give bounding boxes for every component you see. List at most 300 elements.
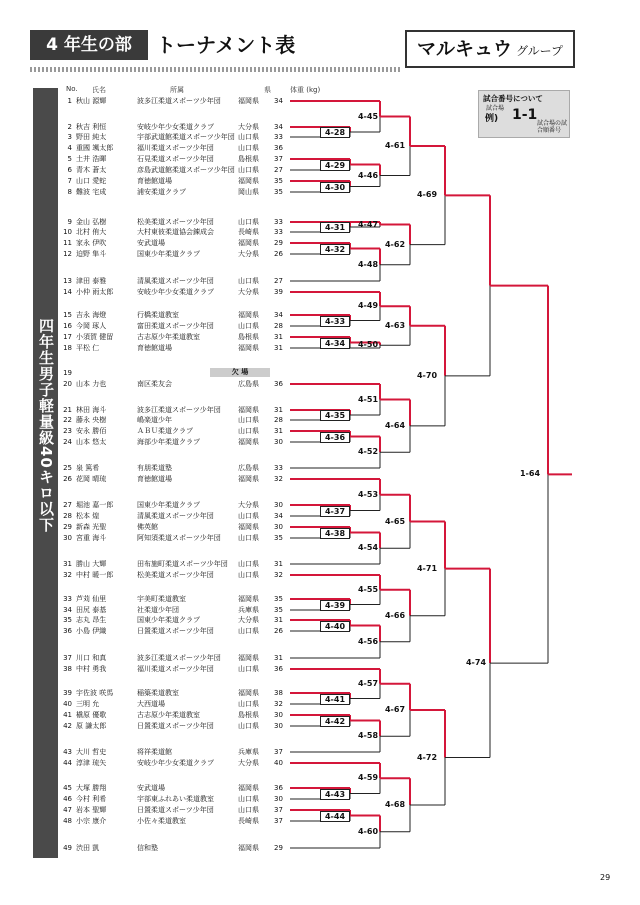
player-pref: 山口県 <box>238 133 259 141</box>
player-no: 24 <box>63 438 72 446</box>
player-name: 吉永 海燈 <box>76 311 107 319</box>
player-club: 育徳館道場 <box>137 475 172 483</box>
player-name: 今村 利希 <box>76 795 107 803</box>
player-pref: 山口県 <box>238 665 259 673</box>
player-pref: 福岡県 <box>238 438 259 446</box>
player-club: 福川柔道スポーツ少年団 <box>137 665 214 673</box>
player-pref: 兵庫県 <box>238 748 259 756</box>
player-no: 17 <box>63 333 72 341</box>
match-number-note <box>478 90 570 138</box>
player-no: 31 <box>63 560 72 568</box>
player-club: 日置柔道スポーツ少年団 <box>137 722 214 730</box>
player-weight: 34 <box>274 97 283 105</box>
player-weight: 28 <box>274 322 283 330</box>
player-weight: 33 <box>274 228 283 236</box>
player-weight: 35 <box>274 177 283 185</box>
match-number: 4-35 <box>320 410 350 421</box>
player-pref: 福岡県 <box>238 239 259 247</box>
match-number: 4-69 <box>416 190 438 200</box>
player-no: 9 <box>67 218 72 226</box>
player-no: 36 <box>63 627 72 635</box>
player-pref: 島根県 <box>238 333 259 341</box>
player-name: 川口 和真 <box>76 654 107 662</box>
player-weight: 40 <box>274 759 283 767</box>
match-number: 4-56 <box>357 636 379 646</box>
player-club: 国東少年柔道クラブ <box>137 250 200 258</box>
player-no: 34 <box>63 606 72 614</box>
match-number: 4-70 <box>416 370 438 380</box>
player-pref: 山口県 <box>238 700 259 708</box>
player-weight: 36 <box>274 380 283 388</box>
player-weight: 39 <box>274 288 283 296</box>
player-name: 大川 哲史 <box>76 748 107 756</box>
player-no: 11 <box>63 239 72 247</box>
player-no: 14 <box>63 288 72 296</box>
match-number: 4-68 <box>384 800 406 809</box>
player-no: 16 <box>63 322 72 330</box>
player-no: 44 <box>63 759 72 767</box>
player-weight: 35 <box>274 188 283 196</box>
match-number: 4-51 <box>357 394 379 404</box>
player-name: 花岡 晴琉 <box>76 475 107 483</box>
player-club: 彦島武道館柔道スポーツ少年団 <box>137 166 235 174</box>
player-no: 4 <box>67 144 72 152</box>
match-number: 4-44 <box>320 811 350 822</box>
player-pref: 福岡県 <box>238 177 259 185</box>
player-no: 48 <box>63 817 72 825</box>
player-name: 重國 颯太郎 <box>76 144 114 152</box>
note-match: 試合場の試合順番号 <box>537 120 568 134</box>
player-no: 41 <box>63 711 72 719</box>
player-club: 社柔道少年団 <box>137 606 179 614</box>
match-number: 4-28 <box>320 127 350 138</box>
match-number: 4-71 <box>416 563 438 573</box>
player-club: 古志原少年柔道教室 <box>137 711 200 719</box>
player-no: 12 <box>63 250 72 258</box>
player-weight: 33 <box>274 218 283 226</box>
brand-name: マルキュウ <box>417 38 513 60</box>
player-name: 土井 浩暉 <box>76 155 107 163</box>
player-pref: 兵庫県 <box>238 606 259 614</box>
player-no: 10 <box>63 228 72 236</box>
player-no: 7 <box>67 177 72 185</box>
player-club: ＡＢＵ柔道クラブ <box>137 427 193 435</box>
player-no: 39 <box>63 689 72 697</box>
player-pref: 岡山県 <box>238 188 259 196</box>
player-name: 泉 篤希 <box>76 464 100 472</box>
player-weight: 28 <box>274 416 283 424</box>
player-club: 安武道場 <box>137 784 165 792</box>
player-name: 小須賀 健留 <box>76 333 114 341</box>
player-pref: 福岡県 <box>238 97 259 105</box>
player-weight: 35 <box>274 595 283 603</box>
player-club: 稲築柔道教室 <box>137 689 179 697</box>
player-pref: 山口県 <box>238 795 259 803</box>
match-number: 4-29 <box>320 160 350 171</box>
match-number: 4-74 <box>465 658 487 668</box>
player-pref: 山口県 <box>238 144 259 152</box>
note-arena: 試合場 <box>486 105 505 112</box>
match-number: 4-61 <box>384 141 406 150</box>
player-club: 田布施町柔道スポーツ少年団 <box>137 560 228 568</box>
player-name: 堀池 嘉一郎 <box>76 501 114 509</box>
player-name: 小仲 雨太郎 <box>76 288 114 296</box>
match-number: 4-41 <box>320 694 350 705</box>
player-pref: 山口県 <box>238 427 259 435</box>
player-no: 18 <box>63 344 72 352</box>
player-name: 迫野 隼斗 <box>76 250 107 258</box>
player-pref: 山口県 <box>238 571 259 579</box>
player-club: 安武道場 <box>137 239 165 247</box>
match-number: 4-30 <box>320 182 350 193</box>
player-pref: 島根県 <box>238 711 259 719</box>
player-club: 佛英館 <box>137 523 158 531</box>
player-pref: 山口県 <box>238 560 259 568</box>
player-weight: 34 <box>274 512 283 520</box>
player-pref: 福岡県 <box>238 406 259 414</box>
player-club: 安岐少年少女柔道クラブ <box>137 123 214 131</box>
player-name: 志丸 昂生 <box>76 616 107 624</box>
player-club: 宇部東ふれあい柔道教室 <box>137 795 214 803</box>
player-no: 42 <box>63 722 72 730</box>
match-number: 4-62 <box>384 239 406 249</box>
player-no: 29 <box>63 523 72 531</box>
player-weight: 27 <box>274 166 283 174</box>
player-club: 安岐少年少女柔道クラブ <box>137 288 214 296</box>
player-name: 難波 宅成 <box>76 188 107 196</box>
player-pref: 福岡県 <box>238 784 259 792</box>
player-club: 育徳館道場 <box>137 344 172 352</box>
player-club: 大村東彼柔道協会錬成会 <box>137 228 214 236</box>
match-number: 4-48 <box>357 259 379 269</box>
match-number: 4-52 <box>357 447 379 457</box>
player-no: 15 <box>63 311 72 319</box>
match-number: 4-58 <box>357 731 379 741</box>
player-club: 阿知須柔道スポーツ少年団 <box>137 534 221 542</box>
match-number: 4-53 <box>357 489 379 499</box>
player-weight: 33 <box>274 133 283 141</box>
player-club: 古志原少年柔道教室 <box>137 333 200 341</box>
col-no-header: No. <box>66 85 78 93</box>
player-no: 35 <box>63 616 72 624</box>
player-pref: 大分県 <box>238 123 259 131</box>
match-number: 4-38 <box>320 528 350 539</box>
player-pref: 山口県 <box>238 166 259 174</box>
player-no: 33 <box>63 595 72 603</box>
player-weight: 30 <box>274 795 283 803</box>
match-number: 4-50 <box>357 340 379 350</box>
player-weight: 37 <box>274 155 283 163</box>
player-club: 信和塾 <box>137 844 158 852</box>
player-club: 嶋楽道少年 <box>137 416 172 424</box>
match-number: 4-64 <box>384 420 406 430</box>
player-pref: 福岡県 <box>238 523 259 531</box>
player-weight: 33 <box>274 464 283 472</box>
player-no: 47 <box>63 806 72 814</box>
player-pref: 山口県 <box>238 322 259 330</box>
player-weight: 32 <box>274 475 283 483</box>
player-weight: 31 <box>274 406 283 414</box>
player-name: 野田 純太 <box>76 133 107 141</box>
page-number: 29 <box>600 873 611 882</box>
match-number: 4-42 <box>320 716 350 727</box>
player-weight: 31 <box>274 616 283 624</box>
player-no: 46 <box>63 795 72 803</box>
match-number: 4-57 <box>357 678 379 688</box>
player-pref: 福岡県 <box>238 654 259 662</box>
player-weight: 37 <box>274 817 283 825</box>
match-number: 4-33 <box>320 316 350 327</box>
player-name: 松本 煌 <box>76 512 100 520</box>
player-no: 20 <box>63 380 72 388</box>
player-weight: 30 <box>274 501 283 509</box>
player-weight: 29 <box>274 844 283 852</box>
player-name: 宇佐波 咲馬 <box>76 689 114 697</box>
player-no: 2 <box>67 123 72 131</box>
player-weight: 36 <box>274 144 283 152</box>
player-club: 安岐少年少女柔道クラブ <box>137 759 214 767</box>
player-name: 中村 暖一郎 <box>76 571 114 579</box>
match-number: 1-64 <box>519 469 541 479</box>
player-club: 波多江柔道スポーツ少年団 <box>137 97 221 105</box>
player-weight: 34 <box>274 311 283 319</box>
match-number: 4-37 <box>320 506 350 517</box>
player-no: 3 <box>67 133 72 141</box>
player-no: 49 <box>63 844 72 852</box>
player-name: 秋吉 利恒 <box>76 123 107 131</box>
player-club: 南区柔友会 <box>137 380 172 388</box>
player-no: 5 <box>67 155 72 163</box>
player-club: 清風柔道スポーツ少年団 <box>137 277 214 285</box>
player-club: 有朋柔道塾 <box>137 464 172 472</box>
match-number: 4-59 <box>357 773 379 783</box>
player-pref: 長崎県 <box>238 817 259 825</box>
player-weight: 27 <box>274 277 283 285</box>
player-pref: 大分県 <box>238 250 259 258</box>
player-weight: 29 <box>274 239 283 247</box>
player-club: 富田柔道スポーツ少年団 <box>137 322 214 330</box>
player-pref: 大分県 <box>238 288 259 296</box>
player-name: 宮重 海斗 <box>76 534 107 542</box>
player-name: 中村 勇我 <box>76 665 107 673</box>
player-club: 日置柔道スポーツ少年団 <box>137 806 214 814</box>
player-weight: 32 <box>274 700 283 708</box>
match-number: 4-34 <box>320 338 350 349</box>
match-number: 4-47 <box>357 219 379 229</box>
player-weight: 26 <box>274 250 283 258</box>
player-no: 45 <box>63 784 72 792</box>
player-pref: 山口県 <box>238 806 259 814</box>
note-title: 試合番号について <box>483 94 543 103</box>
player-club: 小佐々柔道教室 <box>137 817 186 825</box>
player-no: 22 <box>63 416 72 424</box>
section-tag: 4 年生の部 <box>30 30 148 60</box>
player-weight: 37 <box>274 806 283 814</box>
match-number: 4-31 <box>320 222 350 233</box>
player-no: 43 <box>63 748 72 756</box>
player-weight: 31 <box>274 333 283 341</box>
player-club: 日置柔道スポーツ少年団 <box>137 627 214 635</box>
player-name: 三明 允 <box>76 700 100 708</box>
player-name: 安永 勝佰 <box>76 427 107 435</box>
match-number: 4-43 <box>320 789 350 800</box>
player-pref: 山口県 <box>238 534 259 542</box>
match-number: 4-45 <box>357 111 379 121</box>
col-weight-header: 体重 (kg) <box>290 86 321 94</box>
player-pref: 広島県 <box>238 380 259 388</box>
player-name: 槇原 優歌 <box>76 711 107 719</box>
match-number: 4-39 <box>320 600 350 611</box>
match-number: 4-65 <box>384 516 406 526</box>
player-club: 松美柔道スポーツ少年団 <box>137 571 214 579</box>
page-title: トーナメント表 <box>156 33 296 57</box>
col-club-header: 所属 <box>170 86 184 94</box>
player-name: 金山 弘樹 <box>76 218 107 226</box>
player-pref: 山口県 <box>238 277 259 285</box>
player-no: 40 <box>63 700 72 708</box>
match-number: 4-49 <box>357 301 379 311</box>
player-no: 6 <box>67 166 72 174</box>
player-pref: 山口県 <box>238 512 259 520</box>
player-no: 30 <box>63 534 72 542</box>
col-name-header: 氏名 <box>92 86 106 94</box>
player-name: 勝山 大輝 <box>76 560 107 568</box>
player-weight: 36 <box>274 784 283 792</box>
note-example: 例) <box>485 114 499 124</box>
player-pref: 福岡県 <box>238 689 259 697</box>
player-pref: 山口県 <box>238 627 259 635</box>
player-weight: 35 <box>274 534 283 542</box>
player-name: 今岡 琢人 <box>76 322 107 330</box>
player-name: 大塚 勝翔 <box>76 784 107 792</box>
player-name: 淳津 琉矢 <box>76 759 107 767</box>
player-pref: 山口県 <box>238 722 259 730</box>
player-club: 松美柔道スポーツ少年団 <box>137 218 214 226</box>
player-no: 21 <box>63 406 72 414</box>
player-pref: 福岡県 <box>238 595 259 603</box>
player-weight: 31 <box>274 344 283 352</box>
player-club: 宇美町柔道教室 <box>137 595 186 603</box>
player-weight: 37 <box>274 748 283 756</box>
player-name: 渋田 凱 <box>76 844 100 852</box>
match-number: 4-54 <box>357 543 379 553</box>
player-weight: 32 <box>274 571 283 579</box>
player-name: 小島 伊織 <box>76 627 107 635</box>
player-club: 国東少年柔道クラブ <box>137 616 200 624</box>
player-name: 山本 悠太 <box>76 438 107 446</box>
brand-sub: グループ <box>516 44 564 58</box>
player-weight: 36 <box>274 665 283 673</box>
player-club: 大西道場 <box>137 700 165 708</box>
player-club: 波多江柔道スポーツ少年団 <box>137 654 221 662</box>
player-pref: 福岡県 <box>238 344 259 352</box>
player-club: 福川柔道スポーツ少年団 <box>137 144 214 152</box>
player-weight: 31 <box>274 654 283 662</box>
player-no: 1 <box>67 97 72 105</box>
player-no: 32 <box>63 571 72 579</box>
player-name: 北村 侑大 <box>76 228 107 236</box>
player-pref: 大分県 <box>238 501 259 509</box>
note-code: 1-1 <box>512 107 538 123</box>
col-pref-header: 県 <box>264 86 271 94</box>
player-weight: 31 <box>274 560 283 568</box>
player-name: 岩本 聖輝 <box>76 806 107 814</box>
player-no: 23 <box>63 427 72 435</box>
player-pref: 山口県 <box>238 416 259 424</box>
player-no: 19 <box>63 369 72 377</box>
player-weight: 38 <box>274 689 283 697</box>
player-weight: 30 <box>274 711 283 719</box>
player-no: 38 <box>63 665 72 673</box>
player-club: 清風柔道スポーツ少年団 <box>137 512 214 520</box>
player-no: 28 <box>63 512 72 520</box>
division-text: 四年生男子軽量級40キロ以下 <box>37 318 55 533</box>
player-club: 育徳館道場 <box>137 177 172 185</box>
match-number: 4-32 <box>320 244 350 255</box>
player-pref: 大分県 <box>238 616 259 624</box>
player-no: 8 <box>67 188 72 196</box>
player-club: 海部少年柔道クラブ <box>137 438 200 446</box>
player-pref: 福岡県 <box>238 844 259 852</box>
player-weight: 30 <box>274 523 283 531</box>
player-name: 林田 海斗 <box>76 406 107 414</box>
player-name: 秋山 源輝 <box>76 97 107 105</box>
player-no: 13 <box>63 277 72 285</box>
player-name: 山本 力也 <box>76 380 107 388</box>
match-number: 4-60 <box>357 826 379 836</box>
match-number: 4-46 <box>357 170 379 180</box>
player-no: 26 <box>63 475 72 483</box>
player-pref: 山口県 <box>238 218 259 226</box>
player-name: 原 謙太郎 <box>76 722 107 730</box>
player-name: 藤永 央樹 <box>76 416 107 424</box>
player-pref: 大分県 <box>238 759 259 767</box>
player-name: 新森 光聖 <box>76 523 107 531</box>
player-name: 津田 泰雅 <box>76 277 107 285</box>
player-name: 田尻 泰基 <box>76 606 107 614</box>
player-club: 浦安柔道クラブ <box>137 188 186 196</box>
player-club: 将祥柔道館 <box>137 748 172 756</box>
match-number: 4-66 <box>384 610 406 620</box>
player-name: 芦苅 仙里 <box>76 595 107 603</box>
player-club: 国東少年柔道クラブ <box>137 501 200 509</box>
player-name: 家永 伊吹 <box>76 239 107 247</box>
match-number: 4-55 <box>357 584 379 594</box>
player-weight: 30 <box>274 722 283 730</box>
player-name: 山口 愛蛇 <box>76 177 107 185</box>
player-name: 青木 蒼太 <box>76 166 107 174</box>
player-club: 行橋柔道教室 <box>137 311 179 319</box>
match-number: 4-40 <box>320 621 350 632</box>
player-club: 石見柔道スポーツ少年団 <box>137 155 214 163</box>
player-pref: 広島県 <box>238 464 259 472</box>
player-name: 平松 仁 <box>76 344 100 352</box>
player-weight: 35 <box>274 606 283 614</box>
player-pref: 福岡県 <box>238 311 259 319</box>
player-no: 25 <box>63 464 72 472</box>
player-pref: 長崎県 <box>238 228 259 236</box>
player-no: 27 <box>63 501 72 509</box>
player-no: 37 <box>63 654 72 662</box>
player-weight: 30 <box>274 438 283 446</box>
player-club: 宇部武道館柔道スポーツ少年団 <box>137 133 235 141</box>
player-club: 波多江柔道スポーツ少年団 <box>137 406 221 414</box>
player-weight: 34 <box>274 123 283 131</box>
match-number: 4-67 <box>384 705 406 714</box>
player-pref: 福岡県 <box>238 475 259 483</box>
match-number: 4-63 <box>384 320 406 330</box>
player-name: 小宗 康介 <box>76 817 107 825</box>
